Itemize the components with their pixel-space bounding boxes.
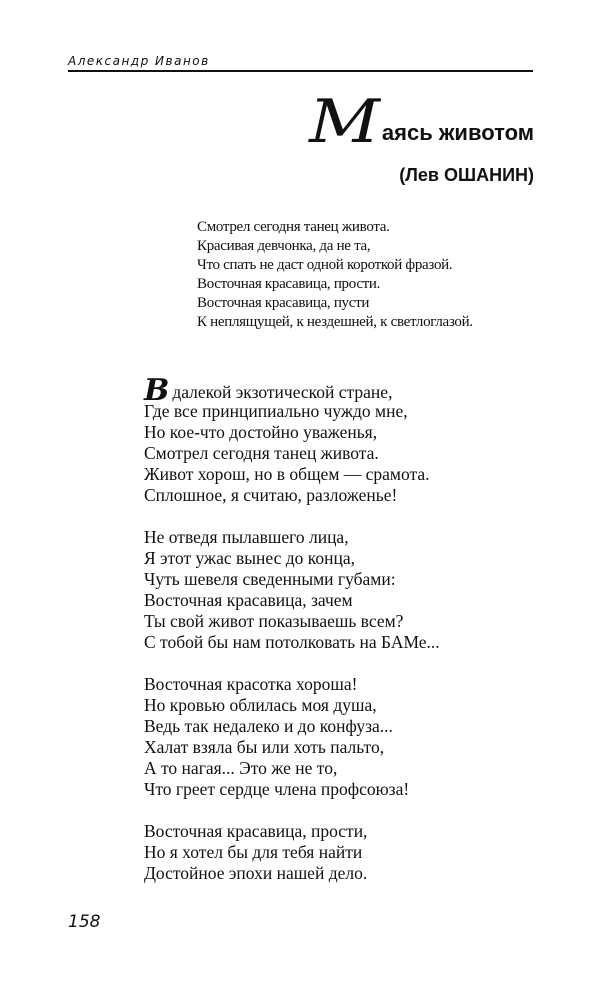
stanza-3 [144, 674, 440, 800]
poem-line: Но кровью облилась моя душа, [144, 695, 377, 715]
epigraph-line: Что спать не даст одной короткой фразой. [197, 257, 453, 273]
poem-line: Восточная красотка хороша! [144, 674, 358, 694]
poem-line: Что греет сердце члена профсоюза! [144, 779, 410, 799]
poem-line: Смотрел сегодня танец живота. [144, 443, 379, 463]
epigraph-line: Восточная красавица, пусти [197, 295, 370, 311]
title-text: аясь животом [381, 120, 534, 145]
poem-line: Но кое-что достойно уваженья, [144, 422, 378, 442]
poem-subtitle: (Лев ОШАНИН) [399, 165, 534, 185]
poem-line: Сплошное, я считаю, разложенье! [144, 485, 398, 505]
stanza-2 [144, 527, 440, 653]
title-initial-letter: М [309, 87, 378, 157]
poem-line: Я этот ужас вынес до конца, [144, 548, 356, 568]
poem-line-text: далекой экзотической стране, [172, 382, 393, 402]
poem-line: Не отведя пылавшего лица, [144, 527, 349, 547]
stanza-1 [144, 373, 440, 506]
poem-line: Живот хорош, но в общем — срамота. [144, 464, 430, 484]
poem-line: Восточная красавица, прости, [144, 821, 368, 841]
poem-body [144, 373, 440, 905]
epigraph-line: Смотрел сегодня танец живота. [197, 219, 390, 235]
poem-line: Ты свой живот показываешь всем? [144, 611, 404, 631]
poem-line: Чуть шевеля сведенными губами: [144, 569, 396, 589]
poem-line: Ведь так недалеко и до конфуза... [144, 716, 393, 736]
poem-line: Где все принципиально чуждо мне, [144, 401, 408, 421]
poem-line [144, 373, 440, 408]
poem-line: С тобой бы нам потолковать на БАМе... [144, 632, 440, 652]
header-author: Александр Иванов [68, 54, 210, 68]
epigraph [197, 218, 473, 332]
poem-line: Халат взяла бы или хоть пальто, [144, 737, 385, 757]
poem-title [309, 87, 534, 157]
poem-line: А то нагая... Это же не то, [144, 758, 338, 778]
epigraph-line: К неплящущей, к нездешней, к светлоглазой. [197, 314, 473, 330]
poem-line: Восточная красавица, зачем [144, 590, 353, 610]
poem-line: Но я хотел бы для тебя найти [144, 842, 363, 862]
stanza-4 [144, 821, 440, 884]
epigraph-line: Красивая девчонка, да не та, [197, 238, 371, 254]
running-header [68, 50, 533, 72]
poem-line: Достойное эпохи нашей дело. [144, 863, 368, 883]
page-number: 158 [68, 912, 101, 932]
epigraph-line: Восточная красавица, прости. [197, 276, 381, 292]
drop-cap: В [144, 373, 170, 408]
